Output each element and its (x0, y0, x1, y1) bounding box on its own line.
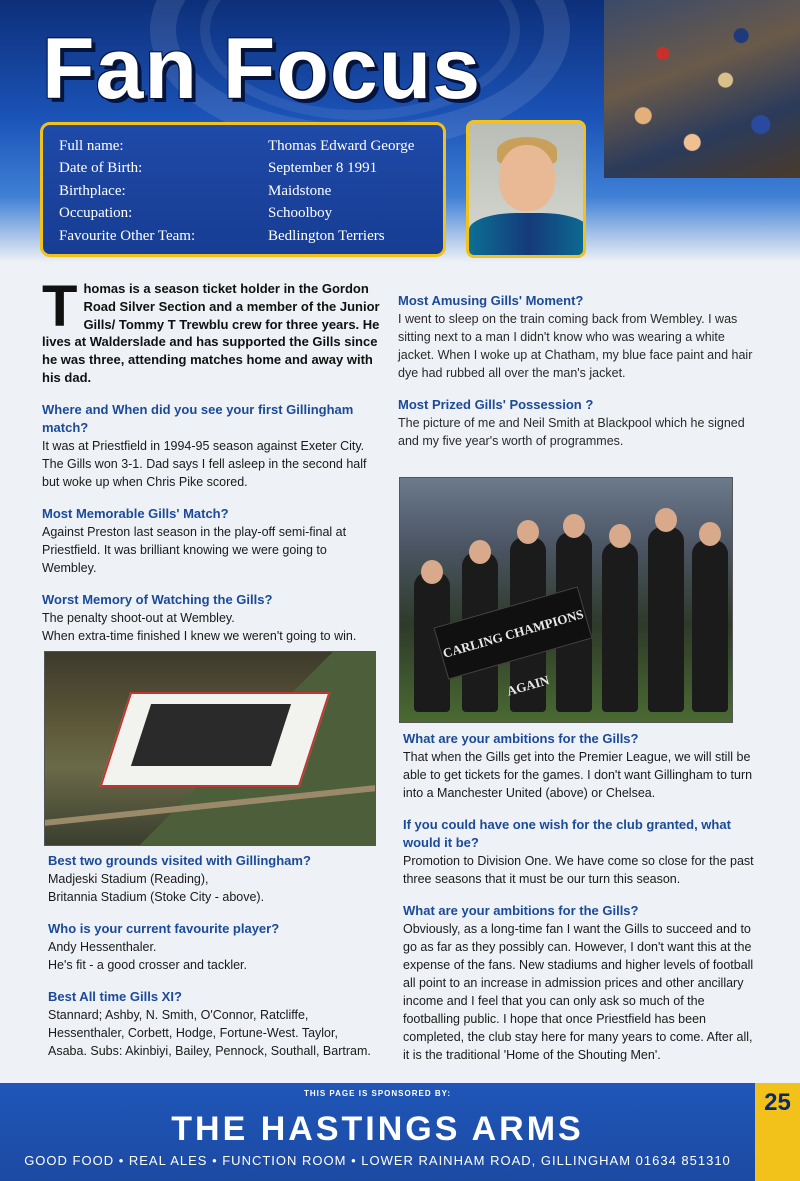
sponsor-detail: GOOD FOOD • REAL ALES • FUNCTION ROOM • LOWER RAINHAM ROAD, GILLINGHAM 01634 851310 (24, 1153, 731, 1168)
question-heading: Best All time Gills XI? (48, 989, 182, 1004)
answer-text: Andy Hessenthaler. (48, 940, 157, 954)
answer-text: The picture of me and Neil Smith at Blackpool which he signed and my five year's worth of programmes. (398, 416, 745, 448)
answer-text: When extra-time finished I knew we weren't going to win. (42, 628, 357, 643)
answer-text: It was at Priestfield in 1994-95 season against Exeter City. The Gills won 3-1. Dad says I fell asleep in the second half but woke up when Chris Pike scored. (42, 438, 367, 489)
question-heading: What are your ambitions for the Gills? (403, 731, 639, 746)
answer-text: I went to sleep on the train coming back from Wembley. I was sitting next to a man I didn't know who was wearing a white jacket. When I woke up at Chatham, my blue face paint and hair dye had rubbed all over the man's jacket. (398, 312, 753, 380)
profile-box (40, 122, 446, 257)
right-column (398, 292, 758, 450)
profile-row (59, 203, 427, 226)
question-heading: Worst Memory of Watching the Gills? (42, 591, 273, 607)
player-head (609, 524, 631, 548)
player-head (699, 522, 721, 546)
player-head (421, 560, 443, 584)
profile-value: Schoolboy (268, 205, 333, 222)
answer-text: Against Preston last season in the play-off semi-final at Priestfield. It was brilliant knowing we were going to Wembley. (42, 524, 347, 575)
profile-row (59, 158, 427, 181)
sponsor-name: THE HASTINGS ARMS (171, 1110, 584, 1148)
stadium-pitch (131, 704, 291, 766)
profile-label: Date of Birth: (59, 160, 143, 177)
question-heading: Best two grounds visited with Gillingham? (48, 853, 311, 868)
answer-text: Promotion to Division One. We have come so close for the past three seasons that it must be our turn this season. (403, 854, 754, 886)
page-title: Fan Focus (42, 21, 482, 117)
profile-row (59, 225, 427, 248)
question-heading: If you could have one wish for the club granted, what would it be? (403, 817, 731, 850)
player-figure (692, 540, 728, 712)
left-column (42, 274, 382, 645)
profile-label: Birthplace: (59, 182, 126, 199)
intro-text: homas is a season ticket holder in the Gordon Road Silver Section and a member of the Junior Gills/ Tommy T Trewblu crew for three years. He lives at Walderslade and has supported the Gills since he was three, attending matches home and away with his dad. (42, 281, 380, 385)
question-heading: What are your ambitions for the Gills? (403, 903, 639, 918)
answer-text: Britannia Stadium (Stoke City - above). (48, 890, 265, 904)
profile-row (59, 135, 427, 158)
answer-text: The penalty shoot-out at Wembley. (42, 610, 235, 625)
player-head (655, 508, 677, 532)
answer-text: He's fit - a good crosser and tackler. (48, 958, 248, 972)
player-head (469, 540, 491, 564)
question-heading: Where and When did you see your first Gillingham match? (42, 401, 354, 435)
profile-value: Bedlington Terriers (268, 227, 385, 244)
portrait-shirt (469, 213, 586, 255)
answer-text: Obviously, as a long-time fan I want the Gills to succeed and to go as far as they possibly can. However, I don't want this at the expense of the fans. New stadiums and higher levels of football all point to an increase in admission prices and other ancillary income and I feel that you can only ask so much of the footballing public. I hope that once Priestfield has been completed, the club stay here for many years to come. After all, it is the traditional 'Home of the Shouting Men'. (403, 922, 754, 1062)
question-heading: Who is your current favourite player? (48, 921, 280, 936)
profile-label: Occupation: (59, 205, 133, 222)
portrait-face (499, 145, 555, 211)
fan-portrait (466, 120, 586, 258)
answer-text: Madjeski Stadium (Reading), (48, 872, 209, 886)
left-column-lower (48, 852, 378, 1060)
profile-label: Full name: (59, 137, 124, 154)
sponsor-footer (0, 1083, 755, 1181)
player-figure (602, 542, 638, 712)
player-head (563, 514, 585, 538)
profile-value: Thomas Edward George (268, 137, 415, 154)
player-head (517, 520, 539, 544)
stadium-road (44, 782, 376, 828)
intro-paragraph (42, 274, 382, 387)
sponsor-label: THIS PAGE IS SPONSORED BY: (303, 1089, 452, 1098)
profile-label: Favourite Other Team: (59, 227, 196, 244)
answer-text: Stannard; Ashby, N. Smith, O'Connor, Ratcliffe, Hessenthaler, Corbett, Hodge, Fortune-West. Taylor, Asaba. Subs: Akinbiyi, Bailey, Pennock, Southall, Bartram. (48, 1008, 371, 1058)
player-figure (648, 527, 684, 712)
answer-text: That when the Gills get into the Premier League, we will still be able to get tickets for the games. I don't want Gillingham to turn into a Manchester United (above) or Chelsea. (403, 750, 753, 800)
question-heading: Most Memorable Gills' Match? (42, 505, 229, 521)
profile-row (59, 180, 427, 203)
question-heading: Most Amusing Gills' Moment? (398, 293, 584, 308)
profile-value: September 8 1991 (268, 160, 378, 177)
team-celebration-photo (399, 477, 733, 723)
profile-value: Maidstone (268, 182, 332, 199)
stadium-photo (44, 651, 376, 846)
drop-cap: T (42, 274, 78, 339)
crowd-photo (604, 0, 800, 178)
question-heading: Most Prized Gills' Possession ? (398, 397, 594, 412)
banner-text: CARLING CHAMPIONS AGAIN (441, 606, 586, 699)
page-number: 25 (755, 1083, 800, 1181)
right-column-lower (403, 730, 758, 1064)
